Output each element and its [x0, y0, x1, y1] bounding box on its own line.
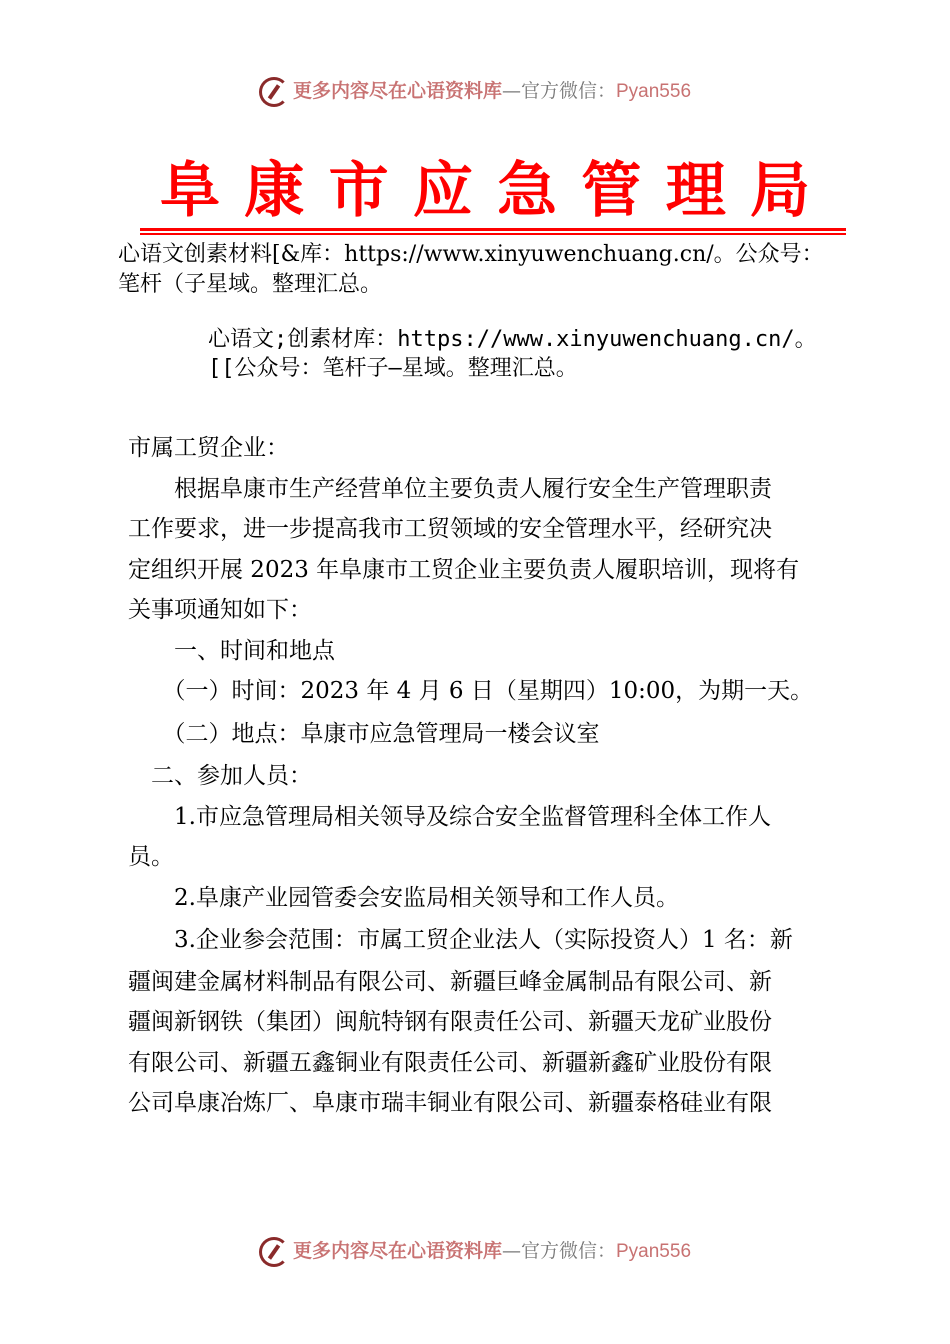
body-line: 3.企业参会范围：市属工贸企业法人（实际投资人）1 名：新 [128, 926, 793, 953]
section-heading: 一、时间和地点 [128, 637, 335, 664]
body-line: 关事项通知如下： [128, 597, 312, 623]
title-char: 应 [412, 156, 473, 226]
body-line: 定组织开展 2023 年阜康市工贸企业主要负责人履职培训，现将有 [128, 556, 800, 583]
title-char: 急 [497, 156, 558, 226]
body-line: 工作要求，进一步提高我市工贸领域的安全管理水平，经研究决 [128, 516, 772, 542]
source-note [208, 325, 817, 383]
title-char: 康 [244, 156, 305, 226]
pen-logo-icon [259, 1237, 289, 1267]
red-rule-thick [140, 228, 846, 231]
overlay-text-line1: 心语文创素材料[&库：https://www.xinyuwenchuang.cn/。公众号： [118, 242, 824, 267]
body-line: 1.市应急管理局相关领导及综合安全监督管理科全体工作人 [128, 803, 771, 830]
agency-title [160, 156, 810, 226]
source-line: [[公众号：笔杆子—星域。整理汇总。 [208, 356, 578, 381]
body-line: 根据阜康市生产经营单位主要负责人履行安全生产管理职责 [128, 475, 772, 502]
title-char: 阜 [160, 156, 220, 226]
overlay-text-line2: 笔杆（子星域。整理汇总。 [118, 272, 383, 297]
title-char: 局 [749, 156, 810, 226]
body-line: （一）时间：2023 年 4 月 6 日（星期四）10:00，为期一天。 [128, 678, 814, 704]
body-line: 疆闽建金属材料制品有限公司、新疆巨峰金属制品有限公司、新 [128, 968, 772, 995]
pen-logo-icon [259, 77, 289, 107]
body-line: 有限公司、新疆五鑫铜业有限责任公司、新疆新鑫矿业股份有限 [128, 1049, 772, 1076]
watermark-top: 更多内容尽在心语资料库—官方微信：Pyan556 [0, 76, 950, 107]
source-line: 心语文;创素材库：https://www.xinyuwenchuang.cn/。 [208, 327, 817, 352]
title-char: 理 [665, 156, 726, 226]
watermark-bottom: 更多内容尽在心语资料库—官方微信：Pyan556 [0, 1236, 950, 1267]
body-line: 公司阜康冶炼厂、阜康市瑞丰铜业有限公司、新疆泰格硅业有限 [128, 1090, 772, 1116]
section-heading: 二、参加人员： [128, 763, 312, 789]
body-line: 疆闽新钢铁（集团）闽航特钢有限责任公司、新疆天龙矿业股份 [128, 1009, 772, 1035]
title-char: 市 [328, 156, 389, 226]
notice-body [128, 428, 848, 1124]
body-line: 市属工贸企业： [128, 435, 289, 461]
title-char: 管 [581, 156, 642, 226]
body-line: 2.阜康产业园管委会安监局相关领导和工作人员。 [128, 884, 679, 911]
body-line: 员。 [128, 844, 174, 870]
red-rule-thin [140, 233, 846, 235]
body-line: （二）地点：阜康市应急管理局一楼会议室 [128, 721, 600, 747]
